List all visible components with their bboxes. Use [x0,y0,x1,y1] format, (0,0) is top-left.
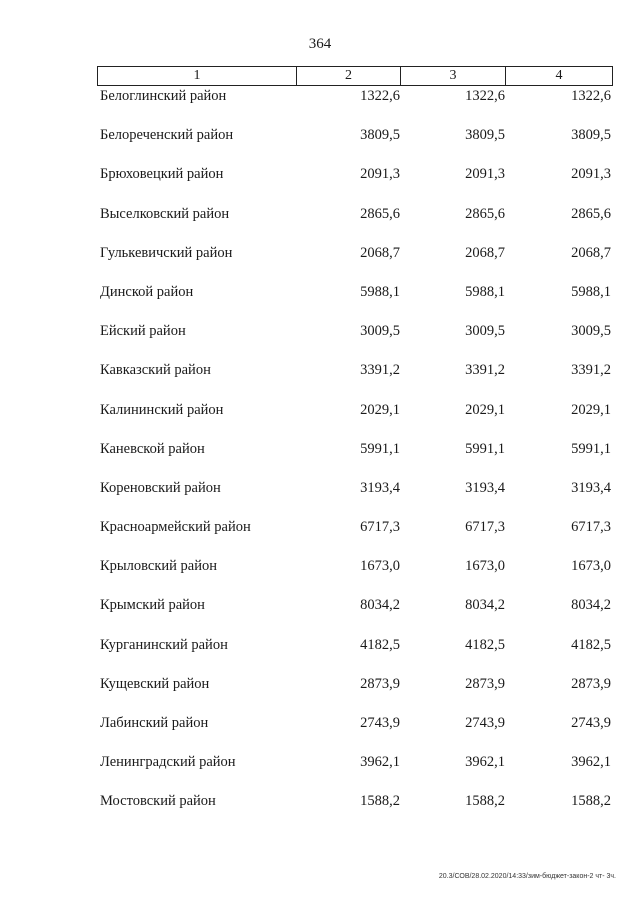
value-col-4: 1322,6 [571,88,611,104]
value-col-2: 2068,7 [360,244,400,261]
district-name: Курганинский район [100,636,228,653]
value-col-4: 2091,3 [571,166,611,183]
value-col-4: 5991,1 [571,440,611,457]
value-col-3: 6717,3 [465,519,505,536]
value-col-3: 1322,6 [465,88,505,104]
value-col-3: 4182,5 [465,636,505,653]
value-col-4: 1673,0 [571,558,611,575]
district-name: Крыловский район [100,558,217,575]
table-row [0,517,640,556]
value-col-4: 6717,3 [571,519,611,536]
value-col-4: 5988,1 [571,283,611,300]
district-name: Брюховецкий район [100,166,224,183]
district-name: Белоглинский район [100,88,227,104]
value-col-2: 1588,2 [360,793,400,810]
table-header [97,66,613,86]
district-name: Лабинский район [100,715,209,731]
district-name: Крымский район [100,597,205,614]
table-row [0,791,640,830]
table-row [0,400,640,439]
value-col-4: 3391,2 [571,362,611,379]
table-row [0,125,640,164]
value-col-3: 8034,2 [465,597,505,614]
value-col-4: 3193,4 [571,479,611,496]
value-col-4: 2029,1 [571,401,611,418]
district-name: Каневской район [100,440,205,457]
value-col-3: 2743,9 [465,715,505,731]
value-col-2: 5988,1 [360,283,400,300]
value-col-3: 1673,0 [465,558,505,575]
value-col-3: 3009,5 [465,323,505,340]
table-row [0,164,640,203]
district-name: Ейский район [100,323,186,340]
value-col-2: 6717,3 [360,519,400,536]
value-col-2: 2865,6 [360,205,400,222]
value-col-3: 3391,2 [465,362,505,379]
value-col-2: 4182,5 [360,636,400,653]
value-col-2: 1673,0 [360,558,400,575]
table-row [0,282,640,321]
table-row [0,243,640,282]
value-col-3: 2091,3 [465,166,505,183]
value-col-2: 3962,1 [360,754,400,771]
district-name: Калининский район [100,401,224,418]
district-name: Ленинградский район [100,754,236,771]
value-col-4: 8034,2 [571,597,611,614]
value-col-3: 3809,5 [465,127,505,144]
table-row [0,478,640,517]
value-col-3: 3962,1 [465,754,505,771]
footer-document-stamp: 20.3/СОВ/28.02.2020/14:33/зим-бюджет-закон-2 чт- 3ч. [438,873,616,880]
value-col-3: 2068,7 [465,244,505,261]
value-col-2: 3809,5 [360,127,400,144]
district-name: Кущевский район [100,675,210,692]
value-col-3: 5988,1 [465,283,505,300]
header-col-1: 1 [98,67,297,85]
value-col-4: 2865,6 [571,205,611,222]
value-col-4: 2873,9 [571,675,611,692]
value-col-3: 5991,1 [465,440,505,457]
value-col-2: 8034,2 [360,597,400,614]
table-row [0,439,640,478]
header-col-2: 2 [297,67,401,85]
value-col-2: 1322,6 [360,88,400,104]
table-row [0,713,640,752]
value-col-2: 3193,4 [360,479,400,496]
table-row [0,595,640,634]
table-row [0,556,640,595]
district-name: Кореновский район [100,479,221,496]
page-number: 364 [308,36,332,52]
table-row [0,635,640,674]
value-col-2: 2873,9 [360,675,400,692]
value-col-2: 2029,1 [360,401,400,418]
table-body [0,86,640,831]
value-col-4: 2068,7 [571,244,611,261]
value-col-2: 5991,1 [360,440,400,457]
district-name: Красноармейский район [100,519,251,536]
table-row [0,674,640,713]
value-col-4: 4182,5 [571,636,611,653]
table-row [0,321,640,360]
district-name: Выселковский район [100,205,230,222]
header-col-4: 4 [555,68,563,83]
value-col-2: 3009,5 [360,323,400,340]
table-row [0,360,640,399]
value-col-4: 1588,2 [571,793,611,810]
district-name: Динской район [100,283,194,300]
value-col-2: 3391,2 [360,362,400,379]
value-col-3: 3193,4 [465,479,505,496]
header-col-3: 3 [401,67,506,85]
table-row [0,752,640,791]
district-name: Белореченский район [100,127,234,144]
value-col-2: 2743,9 [360,715,400,731]
value-col-4: 3962,1 [571,754,611,771]
value-col-3: 2873,9 [465,675,505,692]
value-col-4: 3009,5 [571,323,611,340]
value-col-2: 2091,3 [360,166,400,183]
value-col-3: 2029,1 [465,401,505,418]
district-name: Гулькевичский район [100,244,233,261]
value-col-4: 3809,5 [571,127,611,144]
value-col-3: 1588,2 [465,793,505,810]
table-row [0,86,640,125]
district-name: Мостовский район [100,793,216,810]
value-col-4: 2743,9 [571,715,611,731]
value-col-3: 2865,6 [465,205,505,222]
table-row [0,204,640,243]
district-name: Кавказский район [100,362,211,379]
